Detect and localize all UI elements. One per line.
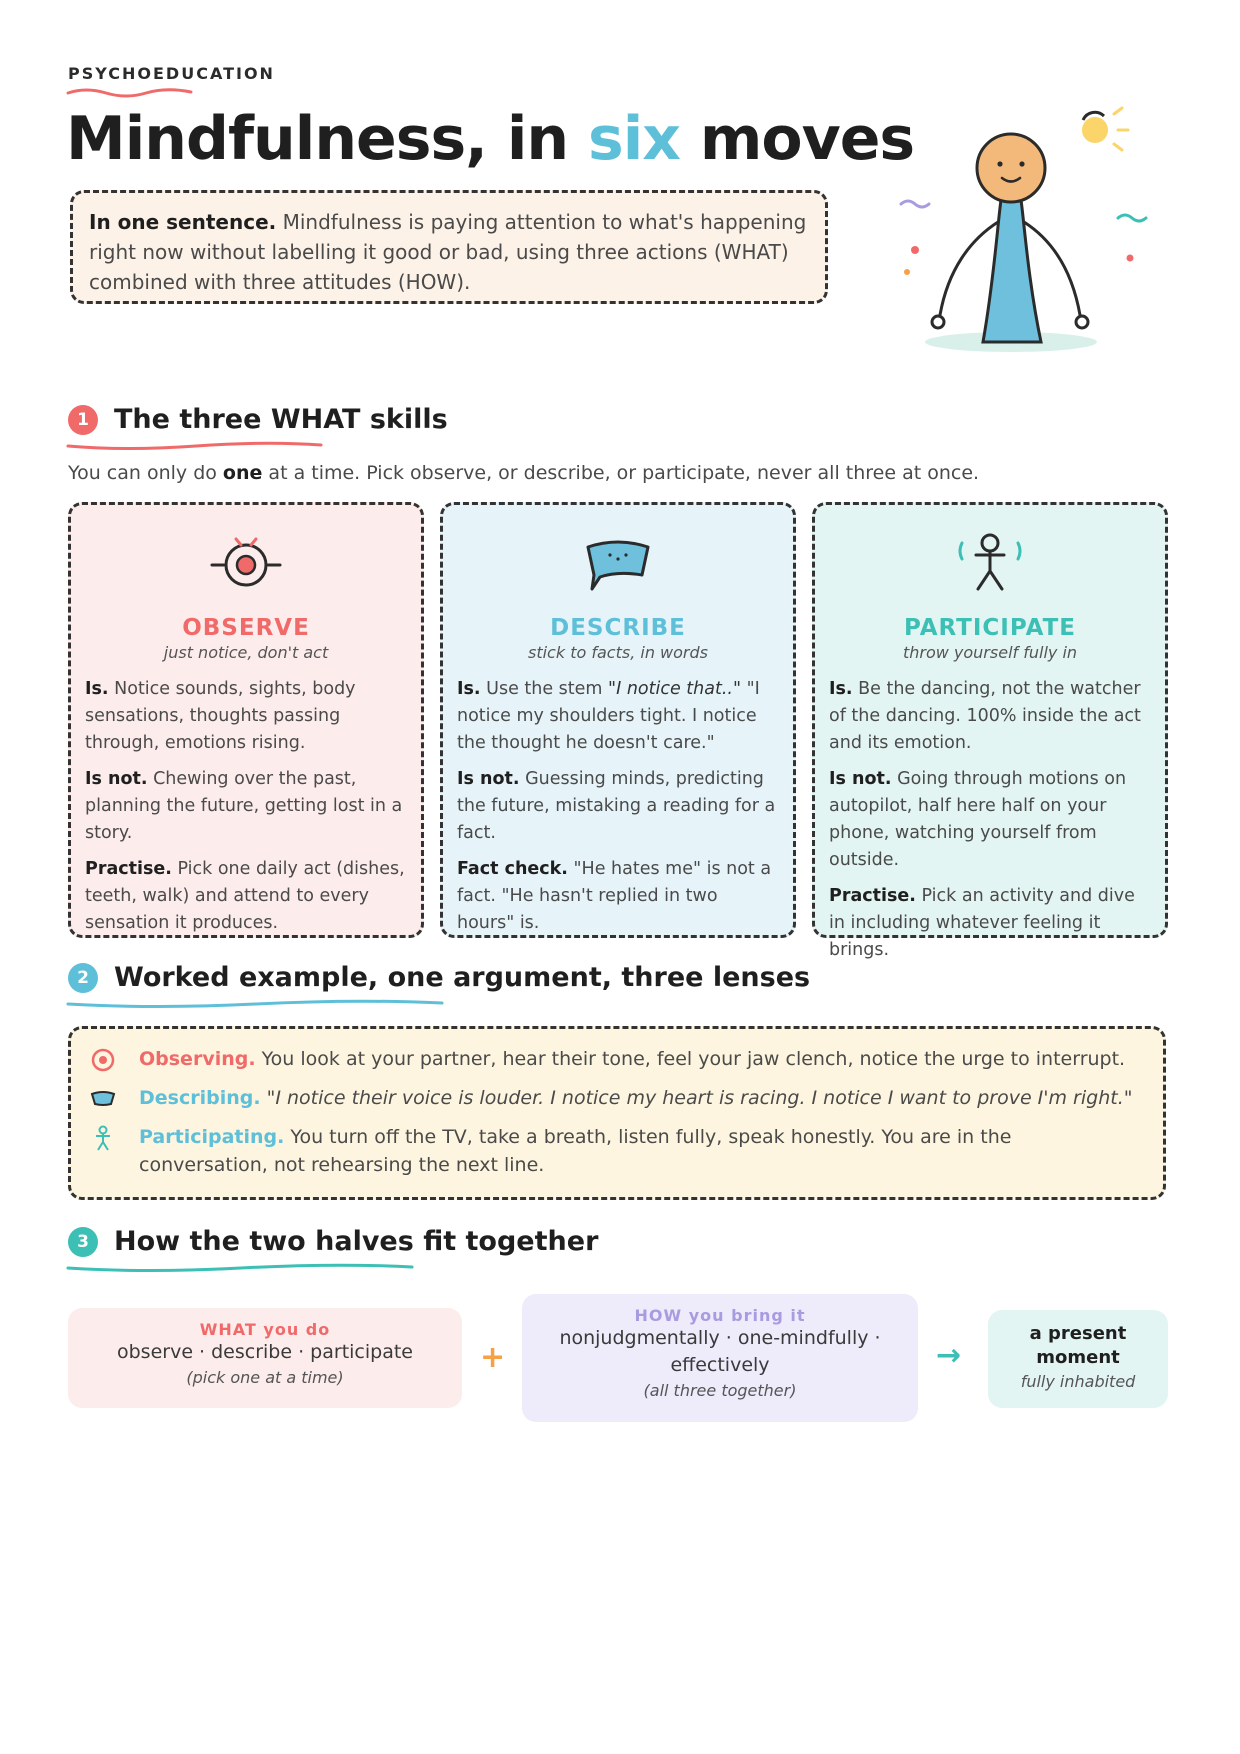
describe-tagline: stick to facts, in words	[528, 643, 708, 662]
example-describing-label: Describing.	[139, 1087, 261, 1109]
participate-practise-text: Pick an activity and dive in including whatever feeling it brings.	[829, 886, 1135, 960]
section2-underline	[66, 998, 446, 1010]
describe-name: DESCRIBE	[550, 615, 686, 641]
observe-practise-label: Practise.	[85, 859, 172, 879]
plus-sign: +	[480, 1340, 506, 1375]
how-box-main: nonjudgmentally · one-mindfully · effectively	[559, 1327, 881, 1376]
section1-title: The three WHAT skills	[114, 404, 448, 435]
participate-is-label: Is.	[829, 679, 853, 699]
arrow-icon: →	[936, 1338, 962, 1373]
observe-isnot-text: Chewing over the past, planning the future, getting lost in a story.	[85, 769, 403, 843]
title-accent: six	[588, 104, 680, 174]
observe-practise	[85, 856, 407, 937]
participate-practise-label: Practise.	[829, 886, 916, 906]
section3-header	[68, 1226, 598, 1257]
kicker-underline	[66, 86, 196, 98]
section3-number: 3	[68, 1227, 98, 1257]
section1-header	[68, 404, 448, 435]
describe-factcheck	[457, 856, 779, 937]
worked-example-box	[68, 1026, 1166, 1200]
observe-practise-text: Pick one daily act (dishes, teeth, walk) and attend to every sensation it produces.	[85, 859, 405, 933]
example-observing-label: Observing.	[139, 1048, 256, 1070]
stick-figure-icon	[829, 523, 1151, 603]
participate-practise	[829, 883, 1151, 964]
describe-is-stem: "I notice that.."	[608, 679, 742, 699]
intro-bold: one	[222, 462, 263, 484]
section3-title: How the two halves fit together	[114, 1226, 599, 1257]
result-box	[988, 1310, 1168, 1408]
participate-isnot	[829, 766, 1151, 874]
summary-lead: In one sentence.	[89, 210, 277, 234]
speech-bubble-icon	[89, 1085, 117, 1113]
result-box-main: a present moment	[1029, 1323, 1127, 1368]
speech-bubble-icon	[457, 523, 779, 603]
participate-tagline: throw yourself fully in	[902, 643, 1078, 662]
summary-text: Mindfulness is paying attention to what's happening right now without labelling it good or bad, using three actions (WHAT) combined with three attitudes (HOW).	[89, 210, 807, 294]
observe-is	[85, 676, 407, 757]
title-part-1: Mindfulness, in	[66, 104, 589, 174]
observe-name: OBSERVE	[182, 615, 310, 641]
example-describing-text: "I notice their voice is louder. I notice my heart is racing. I notice I want to prove I'm right."	[260, 1087, 1133, 1109]
observe-isnot-label: Is not.	[85, 769, 148, 789]
how-box-sub: (all three together)	[643, 1381, 797, 1400]
participate-is-text: Be the dancing, not the watcher of the dancing. 100% inside the act and its emotion.	[829, 679, 1141, 753]
section2-title: Worked example, one argument, three lenses	[114, 962, 811, 993]
summary-box	[70, 190, 828, 304]
participate-name: PARTICIPATE	[903, 615, 1077, 641]
section1-intro	[68, 462, 979, 484]
section2-header	[68, 962, 810, 993]
observe-tagline: just notice, don't act	[163, 643, 329, 662]
observe-isnot	[85, 766, 407, 847]
title-part-2: moves	[680, 104, 915, 174]
observe-is-text: Notice sounds, sights, body sensations, thoughts passing through, emotions rising.	[85, 679, 356, 753]
what-box-label: WHAT you do	[199, 1320, 331, 1339]
target-eye-icon	[85, 523, 407, 603]
describe-card	[440, 502, 796, 938]
section1-number: 1	[68, 405, 98, 435]
intro-before: You can only do	[68, 462, 223, 484]
result-box-sub: fully inhabited	[1020, 1372, 1136, 1391]
describe-is-label: Is.	[457, 679, 481, 699]
intro-after: at a time. Pick observe, or describe, or participate, never all three at once.	[262, 462, 980, 484]
how-box	[522, 1294, 918, 1422]
describe-factcheck-text: "He hates me" is not a fact. "He hasn't replied in two hours" is.	[457, 859, 772, 933]
kicker-label: PSYCHOEDUCATION	[68, 64, 275, 83]
stick-figure-icon	[89, 1124, 117, 1152]
example-participating-text: You turn off the TV, take a breath, listen fully, speak honestly. You are in the conversation, not rehearsing the next line.	[139, 1126, 1012, 1176]
participate-isnot-text: Going through motions on autopilot, half here half on your phone, watching yourself from outside.	[829, 769, 1127, 870]
page-title	[66, 104, 914, 174]
example-participating-row	[89, 1123, 1143, 1179]
observe-card	[68, 502, 424, 938]
target-eye-icon	[89, 1046, 117, 1074]
example-observing-text: You look at your partner, hear their tone, feel your jaw clench, notice the urge to interrupt.	[255, 1048, 1126, 1070]
describe-isnot-text: Guessing minds, predicting the future, mistaking a reading for a fact.	[457, 769, 776, 843]
meditating-figure-illustration	[890, 100, 1170, 370]
what-box-main: observe · describe · participate	[116, 1341, 413, 1363]
observe-is-label: Is.	[85, 679, 109, 699]
describe-factcheck-label: Fact check.	[457, 859, 568, 879]
describe-is-text: "I notice my shoulders tight. I notice the thought he doesn't care."	[457, 679, 760, 753]
what-box	[68, 1308, 462, 1408]
describe-is-pre: Use the stem	[480, 679, 609, 699]
what-box-sub: (pick one at a time)	[186, 1368, 344, 1387]
section2-number: 2	[68, 963, 98, 993]
describe-isnot	[457, 766, 779, 847]
example-participating-label: Participating.	[139, 1126, 285, 1148]
how-box-label: HOW you bring it	[634, 1306, 806, 1325]
section3-underline	[66, 1262, 416, 1274]
participate-card	[812, 502, 1168, 960]
describe-isnot-label: Is not.	[457, 769, 520, 789]
participate-is	[829, 676, 1151, 757]
sun-icon	[1082, 108, 1128, 150]
describe-is	[457, 676, 779, 757]
participate-isnot-label: Is not.	[829, 769, 892, 789]
section1-underline	[66, 440, 326, 452]
example-describing-row	[89, 1084, 1143, 1113]
example-observing-row	[89, 1045, 1143, 1074]
